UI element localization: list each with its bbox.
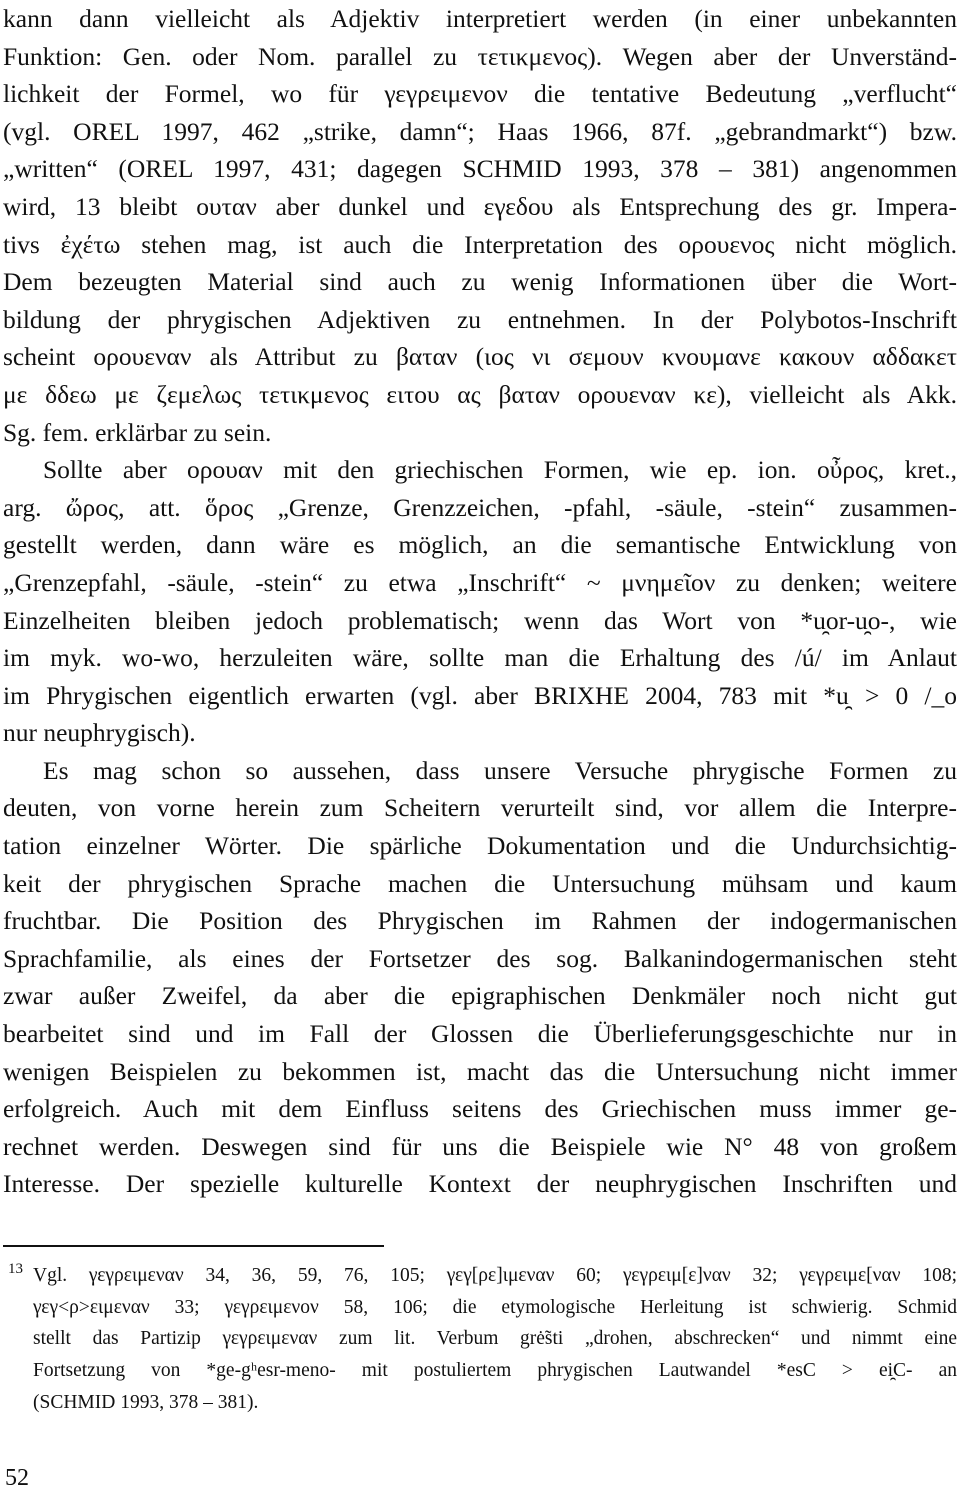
page-body	[3, 0, 957, 1203]
page-number: 52	[5, 1465, 29, 1491]
text-line: Sg. fem. erklärbar zu sein.	[3, 417, 272, 447]
text-line: nur neuphrygisch).	[3, 718, 196, 748]
text-line: Interesse. Der spezielle kulturelle Kontext der neuphrygischen Inschriften und	[3, 1169, 957, 1199]
footnote	[3, 1260, 957, 1418]
text-line: im myk. wo-wo, herzuleiten wäre, sollte man die Erhaltung des /ú/ im Anlaut	[3, 643, 957, 673]
text-line: lichkeit der Formel, wo für γεγρειμενον die tentative Bedeutung „verflucht“	[3, 79, 957, 109]
text-line: erfolgreich. Auch mit dem Einfluss seitens des Griechischen muss immer ge-	[3, 1094, 957, 1124]
text-line: Sprachfamilie, als eines der Fortsetzer des sog. Balkanindogermanischen steht	[3, 943, 957, 973]
text-line: (vgl. OREL 1997, 462 „strike, damn“; Haas 1966, 87f. „gebrandmarkt“) bzw.	[3, 116, 957, 146]
footnote-line: stellt das Partizip γεγρειμεναν zum lit. Verbum grė̃sti „drohen, abschrecken“ und nimmt eine	[33, 1328, 957, 1350]
text-line: „written“ (OREL 1997, 431; dagegen SCHMID 1993, 378 – 381) angenommen	[3, 154, 957, 184]
text-line: scheint ορουεναν als Attribut zu βαταν (ιος νι σεμουν κνουμανε κακουν αδδακετ	[3, 342, 957, 372]
paragraph-start-line: Es mag schon so aussehen, dass unsere Versuche phrygische Formen zu	[43, 755, 957, 785]
footnote-separator	[3, 1245, 384, 1247]
footnote-line: Fortsetzung von *ge-gʰesr-meno- mit postuliertem phrygischen Lautwandel *esC > ei̯C- an	[33, 1360, 957, 1382]
text-line: tivs ἐχέτω stehen mag, ist auch die Interpretation des ορουενος nicht möglich.	[3, 229, 957, 259]
text-line: Funktion: Gen. oder Nom. parallel zu τετικμενος). Wegen aber der Unverständ-	[3, 41, 957, 71]
text-line: keit der phrygischen Sprache machen die Untersuchung mühsam und kaum	[3, 868, 957, 898]
text-line: wenigen Beispielen zu bekommen ist, macht das die Untersuchung nicht immer	[3, 1056, 957, 1086]
footnote-number: 13	[8, 1261, 23, 1277]
main-text	[3, 0, 957, 1203]
text-line: Dem bezeugten Material sind auch zu wenig Informationen über die Wort-	[3, 267, 957, 297]
text-line: rechnet werden. Deswegen sind für uns die Beispiele wie N° 48 von großem	[3, 1131, 957, 1161]
text-line: wird, 13 bleibt ουταν aber dunkel und εγεδου als Entsprechung des gr. Impera-	[3, 191, 957, 221]
text-line: με δδεω με ζεμελως τετικμενος ειτου ας βαταν ορουεναν κε), vielleicht als Akk.	[3, 379, 957, 409]
text-line: zwar außer Zweifel, da aber die epigraphischen Denkmäler noch nicht gut	[3, 981, 957, 1011]
text-line: fruchtbar. Die Position des Phrygischen im Rahmen der indogermanischen	[3, 906, 957, 936]
text-line: „Grenzepfahl, -säule, -stein“ zu etwa „Inschrift“ ~ μνημεῖον zu denken; weitere	[3, 567, 957, 597]
text-line: tation einzelner Wörter. Die spärliche Dokumentation und die Undurchsichtig-	[3, 831, 957, 861]
text-line: Einzelheiten bleiben jedoch problematisch; wenn das Wort von *u̯or-u̯o-, wie	[3, 605, 957, 635]
text-line: kann dann vielleicht als Adjektiv interpretiert werden (in einer unbekannten	[3, 4, 957, 33]
footnote-line: (SCHMID 1993, 378 – 381).	[33, 1391, 259, 1413]
footnote-line: Vgl. γεγρειμεναν 34, 36, 59, 76, 105; γεγ[ρε]ιμεναν 60; γεγρειμ[ε]ναν 32; γεγρειμε[ναν 108;	[33, 1265, 957, 1286]
text-line: deuten, von vorne herein zum Scheitern verurteilt sind, vor allem die Interpre-	[3, 793, 957, 823]
footnote-text	[3, 1260, 957, 1418]
text-line: bearbeitet sind und im Fall der Glossen die Überlieferungsgeschichte nur in	[3, 1019, 957, 1049]
text-line: im Phrygischen eigentlich erwarten (vgl. aber BRIXHE 2004, 783 mit *u̯ > 0 /_o	[3, 680, 957, 710]
footnote-line: γεγ<ρ>ειμεναν 33; γεγρειμενον 58, 106; die etymologische Herleitung ist schwierig. Schmid	[33, 1296, 957, 1318]
text-line: gestellt werden, dann wäre es möglich, an die semantische Entwicklung von	[3, 530, 957, 560]
text-line: arg. ὤρος, att. ὅρος „Grenze, Grenzzeichen, -pfahl, -säule, -stein“ zusammen-	[3, 492, 957, 522]
text-line: bildung der phrygischen Adjektiven zu entnehmen. In der Polybotos-Inschrift	[3, 304, 957, 334]
paragraph-start-line: Sollte aber ορουαν mit den griechischen Formen, wie ep. ion. οὖρος, kret.,	[43, 455, 957, 485]
